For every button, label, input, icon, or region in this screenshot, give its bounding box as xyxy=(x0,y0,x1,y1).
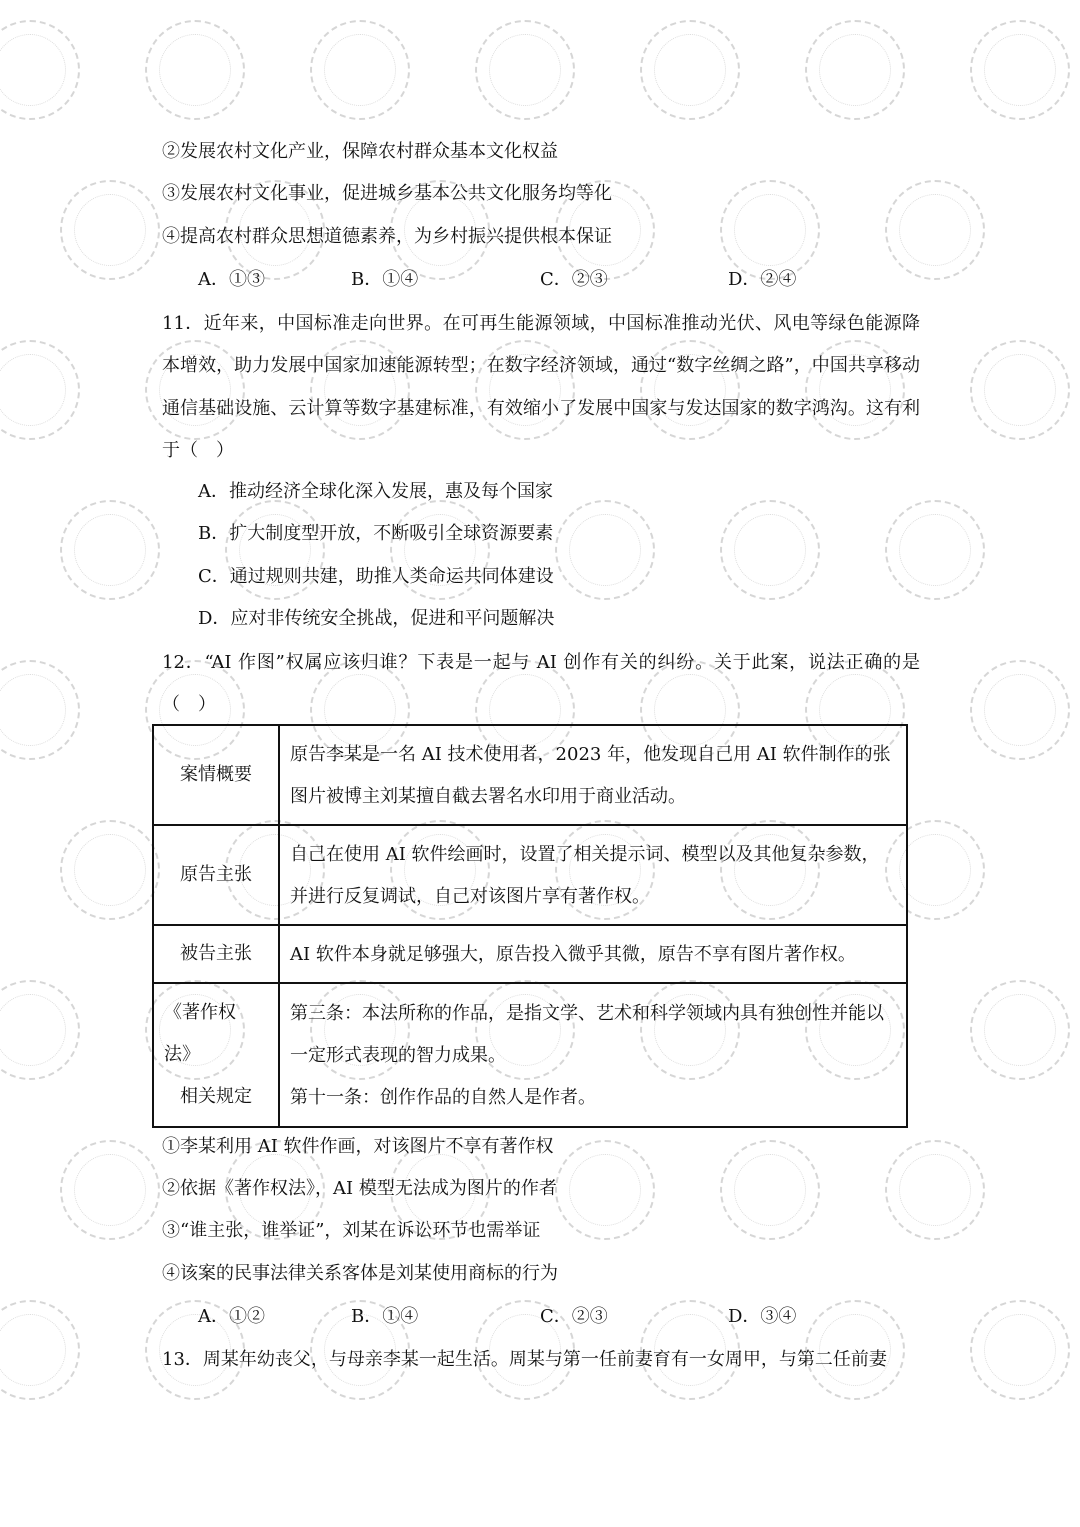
watermark-stamp-icon xyxy=(970,340,1070,440)
q11-choice-c[interactable]: C．通过规则共建，助推人类命运共同体建设 xyxy=(198,566,554,587)
q12-statement-3: ③“谁主张，谁举证”，刘某在诉讼环节也需举证 xyxy=(162,1220,541,1241)
watermark-stamp-icon xyxy=(60,500,160,600)
q12-options xyxy=(198,1305,838,1329)
q10-statement-3: ③发展农村文化事业，促进城乡基本公共文化服务均等化 xyxy=(162,183,612,204)
plaintiff-claim-header: 原告主张 xyxy=(153,825,279,925)
defendant-claim-header: 被告主张 xyxy=(153,925,279,983)
watermark-stamp-icon xyxy=(555,1140,655,1240)
watermark-stamp-icon xyxy=(885,180,985,280)
defendant-claim-text: AI 软件本身就足够强大，原告投入微乎其微，原告不享有图片著作权。 xyxy=(279,925,907,983)
q12-option-a[interactable]: A．①② xyxy=(198,1306,265,1327)
table-row xyxy=(153,825,907,925)
q10-option-d[interactable]: D．②④ xyxy=(728,269,797,290)
q12-stem: 12．“AI 作图”权属应该归谁？下表是一起与 AI 创作有关的纠纷。关于此案，说法正确的是（ ） xyxy=(162,652,920,716)
article-3-text: 第三条：本法所称的作品，是指文学、艺术和科学领域内具有独创性并能以一定形式表现的智力成果。 xyxy=(290,1003,884,1066)
watermark-stamp-icon xyxy=(310,20,410,120)
copyright-law-header-line-1: 《著作权 xyxy=(164,1002,236,1023)
copyright-law-header xyxy=(153,983,279,1127)
q11-stem: 11．近年来，中国标准走向世界。在可再生能源领域，中国标准推动光伏、风电等绿色能源降本增效，助力发展中国家加速能源转型；在数字经济领域，通过“数字丝绸之路”，中国共享移动通信基础设施、云计算等数字基建标准，有效缩小了发展中国家与发达国家的数字鸿沟。这有利于（ ） xyxy=(162,313,920,461)
watermark-stamp-icon xyxy=(60,820,160,920)
watermark-stamp-icon xyxy=(145,20,245,120)
q13-stem: 13．周某年幼丧父，与母亲李某一起生活。周某与第一任前妻育有一女周甲，与第二任前妻 xyxy=(162,1349,887,1370)
case-table xyxy=(152,724,908,1128)
watermark-stamp-icon xyxy=(475,20,575,120)
watermark-stamp-icon xyxy=(555,500,655,600)
q12-option-b[interactable]: B．①④ xyxy=(351,1306,419,1327)
watermark-stamp-icon xyxy=(0,20,80,120)
watermark-stamp-icon xyxy=(0,1300,80,1400)
plaintiff-claim-text: 自己在使用 AI 软件绘画时，设置了相关提示词、模型以及其他复杂参数，并进行反复调试，自己对该图片享有著作权。 xyxy=(279,825,907,925)
q10-statement-4: ④提高农村群众思想道德素养，为乡村振兴提供根本保证 xyxy=(162,226,612,247)
q12-statement-2: ②依据《著作权法》，AI 模型无法成为图片的作者 xyxy=(162,1178,557,1199)
watermark-stamp-icon xyxy=(970,1300,1070,1400)
q12-statement-1: ①李某利用 AI 软件作画，对该图片不享有著作权 xyxy=(162,1136,554,1157)
watermark-stamp-icon xyxy=(720,500,820,600)
q11-choice-d[interactable]: D．应对非传统安全挑战，促进和平问题解决 xyxy=(198,608,555,629)
q10-option-a[interactable]: A．①③ xyxy=(198,269,265,290)
watermark-stamp-icon xyxy=(0,340,80,440)
case-summary-text: 原告李某是一名 AI 技术使用者，2023 年，他发现自己用 AI 软件制作的张图片被博主刘某擅自截去署名水印用于商业活动。 xyxy=(279,725,907,825)
q11-choice-b[interactable]: B．扩大制度型开放，不断吸引全球资源要素 xyxy=(198,523,554,544)
watermark-stamp-icon xyxy=(885,1140,985,1240)
watermark-stamp-icon xyxy=(720,180,820,280)
q10-option-c[interactable]: C．②③ xyxy=(540,269,608,290)
q11-choice-a[interactable]: A．推动经济全球化深入发展，惠及每个国家 xyxy=(198,481,553,502)
copyright-law-header-line-2: 法》 xyxy=(164,1044,200,1065)
q10-options xyxy=(198,268,838,292)
watermark-stamp-icon xyxy=(970,660,1070,760)
article-11-text: 第十一条：创作作品的自然人是作者。 xyxy=(290,1087,596,1108)
q10-option-b[interactable]: B．①④ xyxy=(351,269,419,290)
q10-statement-2: ②发展农村文化产业，保障农村群众基本文化权益 xyxy=(162,141,558,162)
copyright-law-text xyxy=(279,983,907,1127)
q12-statement-4: ④该案的民事法律关系客体是刘某使用商标的行为 xyxy=(162,1263,558,1284)
watermark-stamp-icon xyxy=(60,180,160,280)
q12-option-d[interactable]: D．③④ xyxy=(728,1306,797,1327)
watermark-stamp-icon xyxy=(970,980,1070,1080)
watermark-stamp-icon xyxy=(0,980,80,1080)
watermark-stamp-icon xyxy=(720,1140,820,1240)
watermark-stamp-icon xyxy=(640,20,740,120)
watermark-stamp-icon xyxy=(0,660,80,760)
table-row xyxy=(153,925,907,983)
q12-option-c[interactable]: C．②③ xyxy=(540,1306,608,1327)
copyright-law-header-line-3: 相关规定 xyxy=(180,1086,252,1107)
case-summary-header: 案情概要 xyxy=(153,725,279,825)
watermark-stamp-icon xyxy=(805,20,905,120)
watermark-stamp-icon xyxy=(970,20,1070,120)
table-row xyxy=(153,983,907,1127)
table-row xyxy=(153,725,907,825)
watermark-stamp-icon xyxy=(60,1140,160,1240)
watermark-stamp-icon xyxy=(885,500,985,600)
